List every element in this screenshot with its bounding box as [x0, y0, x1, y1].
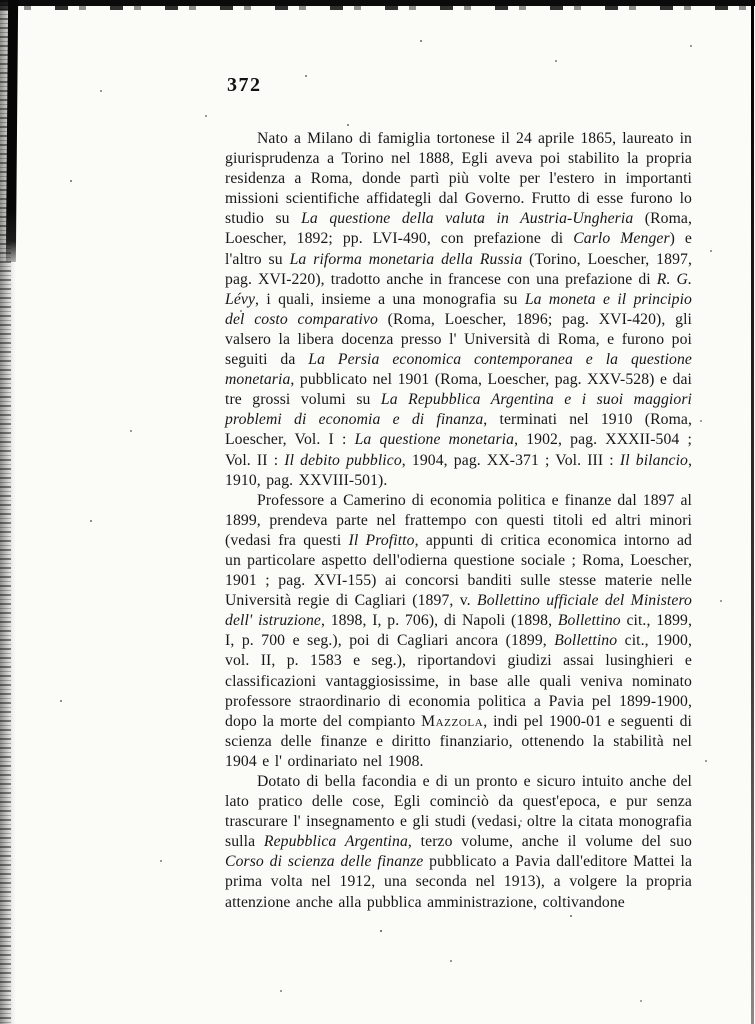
text-run: Dotato di bella facondia e di un pronto e sicuro intuito anche del lato pratico delle cose, Egli cominciò da quest'epoca, e pur senza trascurare l' insegnamento e gli studi (vedasi, oltre la citata monografia sulla	[225, 773, 692, 851]
work-title: La moneta e il principio del costo comparativo	[225, 290, 692, 328]
work-title: R. G. Lévy	[225, 270, 692, 308]
scan-edge-top	[0, 0, 755, 6]
work-title: Il debito pubblico	[284, 451, 402, 469]
text-run: , terzo volume, anche il volume del suo	[407, 833, 692, 851]
work-title: Carlo Menger	[573, 230, 670, 248]
text-run: , 1902, pag. XXXII-504 ; Vol. II :	[225, 431, 692, 469]
text-run: cit., 1900, vol. II, p. 1583 e seg.), riportandovi giudizi assai lusinghieri e classificazioni vantaggiosissime, in base alle quali veniva nominato professore straordinario di economia politica a Pavia pel 1899-1900, dopo la morte del compianto	[225, 632, 692, 730]
text-run: , 1904, pag. XX-371 ; Vol. III :	[401, 451, 620, 469]
text-run: pubblicato a Pavia dall'editore Mattei la prima volta nel 1912, una seconda nel 1913), a volgere la propria attenzione anche alla pubblica amministrazione, coltivandone	[225, 853, 693, 911]
paragraph	[225, 772, 692, 913]
text-run: Nato a Milano di famiglia tortonese il 24 aprile 1865, laureato in giurisprudenza a Torino nel 1888, Egli aveva poi stabilito la propria residenza a Roma, donde partì più volte per l'estero in importanti missioni scientifiche affidategli dal Governo. Frutto di esse furono lo studio su	[225, 130, 692, 228]
text-run: (Torino, Loescher, 1897, pag. XVI-220), tradotto anche in francese con una prefazione di	[225, 250, 692, 288]
page-content	[225, 74, 692, 913]
text-run: cit., 1899, I, p. 700 e seg.), poi di Cagliari ancora (1899,	[225, 612, 692, 650]
work-title: Bollettino	[554, 632, 618, 650]
work-title: Il Profitto	[348, 531, 415, 549]
work-title: La questione della valuta in Austria-Ungheria	[301, 210, 634, 228]
work-title: Bollettino ufficiale del Ministero dell' istruzione	[225, 592, 693, 630]
text-run: , pubblicato nel 1901 (Roma, Loescher, pag. XXV-528) e dai tre grossi volumi su	[225, 371, 692, 409]
scan-binding-shadow	[6, 0, 18, 262]
work-title: La Persia economica contemporanea e la questione monetaria	[225, 351, 692, 389]
text-run: , 1910, pag. XXVIII-501).	[225, 451, 693, 489]
paragraph	[225, 491, 692, 772]
text-run: (Roma, Loescher, 1892; pp. LVI-490, con prefazione di	[225, 210, 692, 248]
scan-edge-right	[751, 0, 754, 1024]
text-run: , 1898, I, p. 706), di Napoli (1898,	[320, 612, 558, 630]
work-title: Il bilancio	[619, 451, 688, 469]
text-run: , i quali, insieme a una monografia su	[255, 290, 525, 308]
text-run: , indi pel 1900-01 e seguenti di scienza delle finanze e diritto finanziario, ottenendo la stabilità nel 1904 e l' ordinariato nel 1908.	[225, 712, 692, 770]
work-title: Bollettino	[557, 612, 621, 630]
work-title: La Repubblica Argentina e i suoi maggiori problemi di economia e di finanza	[225, 391, 692, 429]
text-run: , terminati nel 1910 (Roma, Loescher, Vol. I :	[225, 411, 693, 449]
page-number: 372	[227, 74, 262, 96]
body-text	[225, 129, 692, 913]
text-run: , appunti di critica economica intorno ad un particolare aspetto dell'odierna questione sociale ; Roma, Loescher, 1901 ; pag. XVI-155) ai concorsi banditi sulle stesse materie nelle Università regie di Cagliari (1897, v.	[225, 531, 693, 610]
work-title: La riforma monetaria della Russia	[289, 250, 523, 268]
person-name: Mazzola	[421, 712, 484, 730]
text-run: (Roma, Loescher, 1896; pag. XVI-420), gli valsero la libera docenza presso l' Università di Roma, e furono poi seguiti da	[225, 310, 692, 369]
work-title: Corso di scienza delle finanze	[225, 853, 424, 871]
paragraph	[225, 129, 692, 491]
work-title: La questione monetaria	[354, 431, 515, 449]
text-run: ) e l'altro su	[225, 230, 692, 268]
text-run: Professore a Camerino di economia politica e finanze dal 1897 al 1899, prendeva parte nel frattempo con questi titoli ed altri minori (vedasi fra questi	[225, 491, 692, 549]
scan-noise-specks	[0, 0, 2, 2]
work-title: Repubblica Argentina	[263, 833, 408, 851]
